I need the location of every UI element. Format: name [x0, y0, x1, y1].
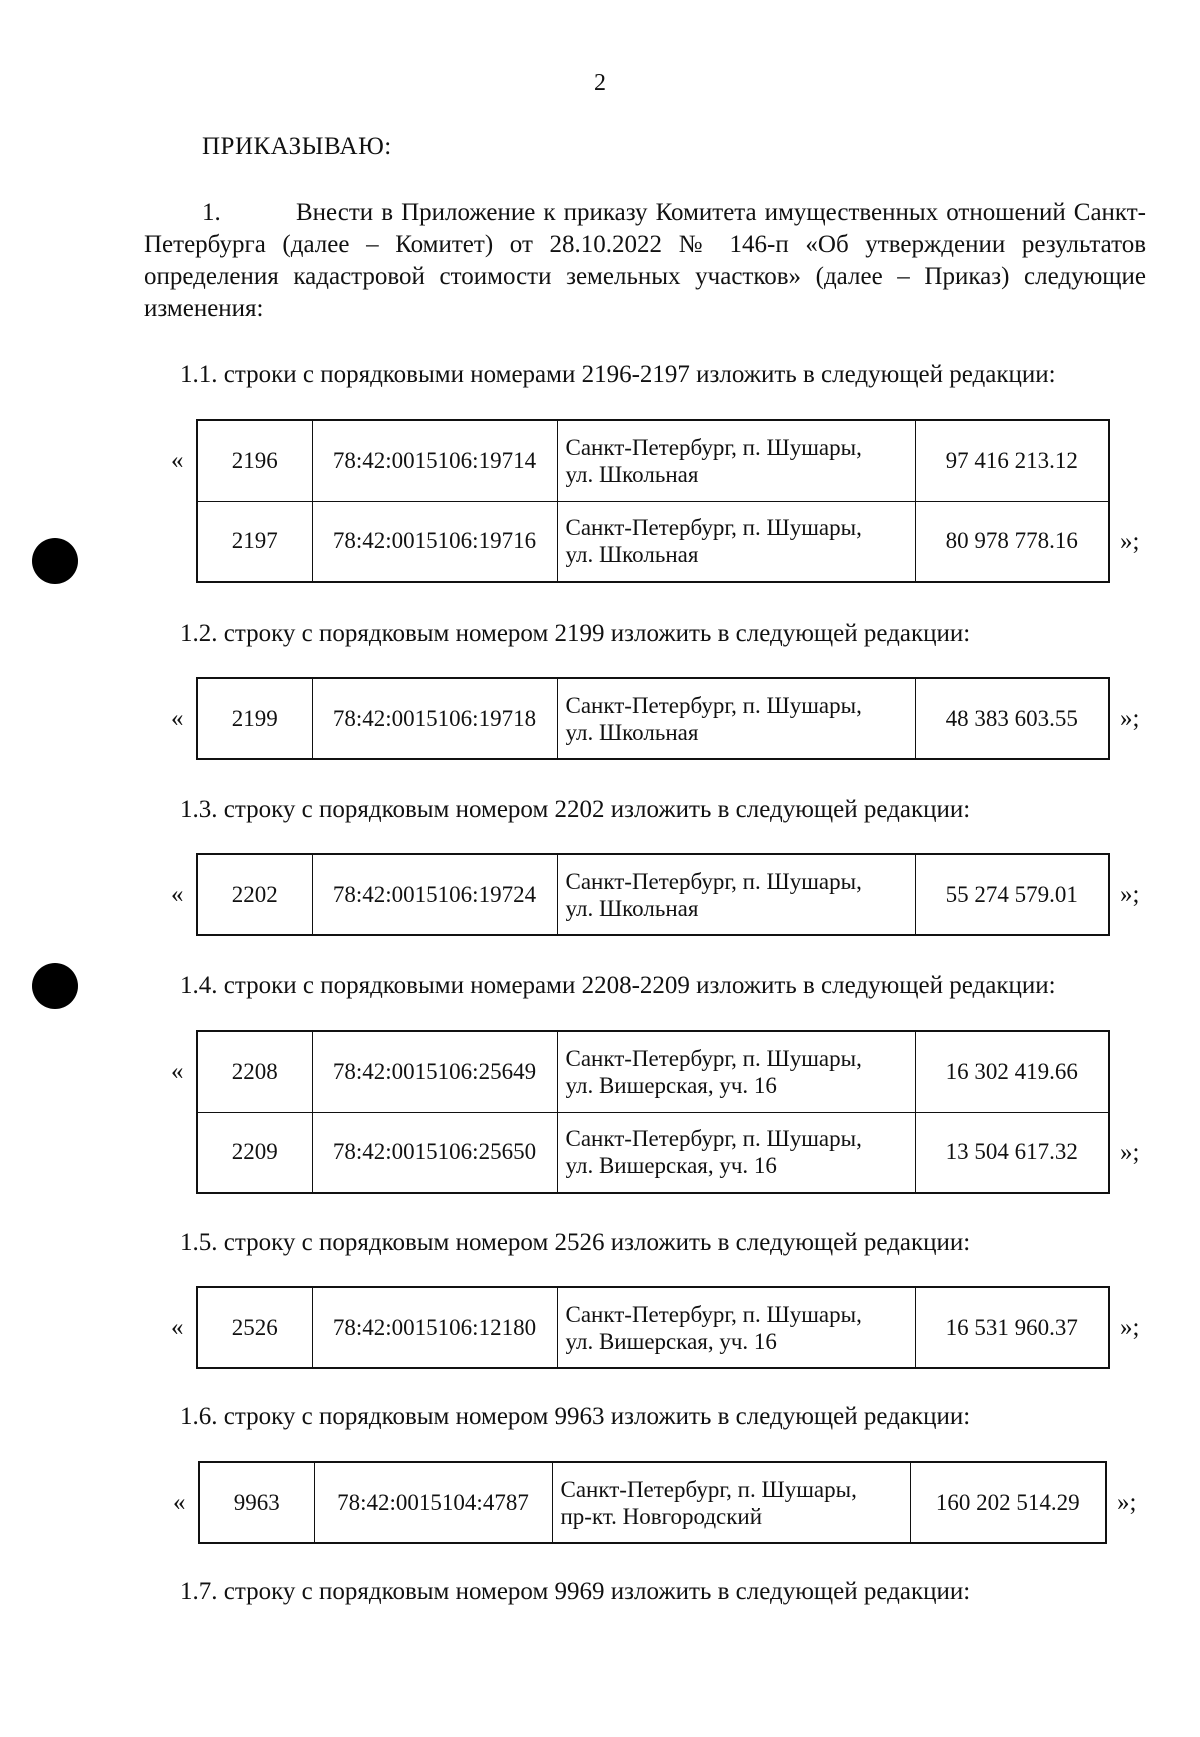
- cadastral-table: [196, 853, 1110, 936]
- row-number: 2202: [197, 854, 312, 935]
- opening-quote: «: [171, 880, 184, 908]
- address-line-2: ул. Школьная: [565, 719, 699, 745]
- closing-quote: »;: [1117, 1488, 1137, 1516]
- paragraph-text: Внести в Приложение к приказу Комитета имущественных отношений Санкт-Петербурга (далее – Комитет) от 28.10.2022 № 146-п «Об утверждении результатов определения кадастровой стоимости земельных участков» (далее – Приказ) следующие изменения:: [144, 199, 1146, 322]
- row-number: 2196: [197, 420, 312, 501]
- page-number: 2: [594, 70, 606, 96]
- table-row: [197, 678, 1109, 759]
- opening-quote: «: [171, 1313, 184, 1341]
- order-heading: ПРИКАЗЫВАЮ:: [202, 133, 392, 160]
- closing-quote: »;: [1120, 1313, 1140, 1341]
- opening-quote: «: [171, 446, 184, 474]
- paragraph-number: 1.: [202, 199, 221, 226]
- row-number: 2208: [197, 1031, 312, 1112]
- cadastral-value: 16 302 419.66: [915, 1031, 1109, 1112]
- cadastral-number: 78:42:0015106:19724: [312, 854, 557, 935]
- cadastral-number: 78:42:0015106:25649: [312, 1031, 557, 1112]
- address-cell: [552, 1462, 910, 1543]
- row-number: 2526: [197, 1287, 312, 1368]
- table-row: [197, 420, 1109, 501]
- address-cell: [557, 501, 915, 582]
- address-line-2: ул. Школьная: [565, 895, 699, 921]
- address-cell: [557, 1112, 915, 1193]
- table-row: [197, 1112, 1109, 1193]
- cadastral-number: 78:42:0015106:19714: [312, 420, 557, 501]
- row-number: 2197: [197, 501, 312, 582]
- table-row: [197, 501, 1109, 582]
- closing-quote: »;: [1120, 880, 1140, 908]
- punch-hole-mark: [32, 538, 78, 584]
- address-line-1: Санкт-Петербург, п. Шушары,: [565, 1301, 862, 1327]
- closing-quote: »;: [1120, 1138, 1140, 1166]
- address-line-1: Санкт-Петербург, п. Шушары,: [560, 1476, 857, 1502]
- cadastral-table: [198, 1461, 1107, 1544]
- cadastral-value: 55 274 579.01: [915, 854, 1109, 935]
- address-line-2: ул. Вишерская, уч. 16: [565, 1328, 777, 1354]
- address-line-2: ул. Вишерская, уч. 16: [565, 1072, 777, 1098]
- section-title: 1.1. строки с порядковыми номерами 2196-2197 изложить в следующей редакции:: [180, 361, 1056, 388]
- section-title: 1.4. строки с порядковыми номерами 2208-2209 изложить в следующей редакции:: [180, 972, 1056, 999]
- cadastral-number: 78:42:0015106:25650: [312, 1112, 557, 1193]
- address-cell: [557, 1287, 915, 1368]
- cadastral-value: 80 978 778.16: [915, 501, 1109, 582]
- cadastral-number: 78:42:0015106:19718: [312, 678, 557, 759]
- opening-quote: «: [171, 1057, 184, 1085]
- address-line-2: пр-кт. Новгородский: [560, 1503, 763, 1529]
- cadastral-table: [196, 1286, 1110, 1369]
- section-title: 1.7. строку с порядковым номером 9969 изложить в следующей редакции:: [180, 1578, 971, 1605]
- cadastral-number: 78:42:0015104:4787: [314, 1462, 552, 1543]
- row-number: 2209: [197, 1112, 312, 1193]
- address-cell: [557, 420, 915, 501]
- row-number: 9963: [199, 1462, 314, 1543]
- address-line-1: Санкт-Петербург, п. Шушары,: [565, 1045, 862, 1071]
- cadastral-table: [196, 677, 1110, 760]
- cadastral-value: 97 416 213.12: [915, 420, 1109, 501]
- address-line-1: Санкт-Петербург, п. Шушары,: [565, 515, 862, 541]
- table-row: [197, 1287, 1109, 1368]
- address-line-1: Санкт-Петербург, п. Шушары,: [565, 868, 862, 894]
- address-cell: [557, 1031, 915, 1112]
- address-line-2: ул. Школьная: [565, 542, 699, 568]
- address-line-2: ул. Школьная: [565, 461, 699, 487]
- cadastral-number: 78:42:0015106:19716: [312, 501, 557, 582]
- opening-quote: «: [171, 704, 184, 732]
- cadastral-value: 13 504 617.32: [915, 1112, 1109, 1193]
- section-title: 1.2. строку с порядковым номером 2199 изложить в следующей редакции:: [180, 620, 971, 647]
- address-line-1: Санкт-Петербург, п. Шушары,: [565, 434, 862, 460]
- cadastral-table: [196, 1030, 1110, 1194]
- address-cell: [557, 678, 915, 759]
- closing-quote: »;: [1120, 704, 1140, 732]
- cadastral-table: [196, 419, 1110, 583]
- section-title: 1.5. строку с порядковым номером 2526 изложить в следующей редакции:: [180, 1229, 971, 1256]
- address-cell: [557, 854, 915, 935]
- table-row: [197, 854, 1109, 935]
- cadastral-value: 160 202 514.29: [910, 1462, 1106, 1543]
- table-row: [199, 1462, 1106, 1543]
- table-row: [197, 1031, 1109, 1112]
- cadastral-number: 78:42:0015106:12180: [312, 1287, 557, 1368]
- punch-hole-mark: [32, 963, 78, 1009]
- paragraph-1: [144, 197, 1146, 325]
- cadastral-value: 48 383 603.55: [915, 678, 1109, 759]
- row-number: 2199: [197, 678, 312, 759]
- address-line-1: Санкт-Петербург, п. Шушары,: [565, 1126, 862, 1152]
- section-title: 1.3. строку с порядковым номером 2202 изложить в следующей редакции:: [180, 796, 971, 823]
- section-title: 1.6. строку с порядковым номером 9963 изложить в следующей редакции:: [180, 1403, 971, 1430]
- address-line-2: ул. Вишерская, уч. 16: [565, 1153, 777, 1179]
- opening-quote: «: [173, 1488, 186, 1516]
- address-line-1: Санкт-Петербург, п. Шушары,: [565, 692, 862, 718]
- cadastral-value: 16 531 960.37: [915, 1287, 1109, 1368]
- closing-quote: »;: [1120, 527, 1140, 555]
